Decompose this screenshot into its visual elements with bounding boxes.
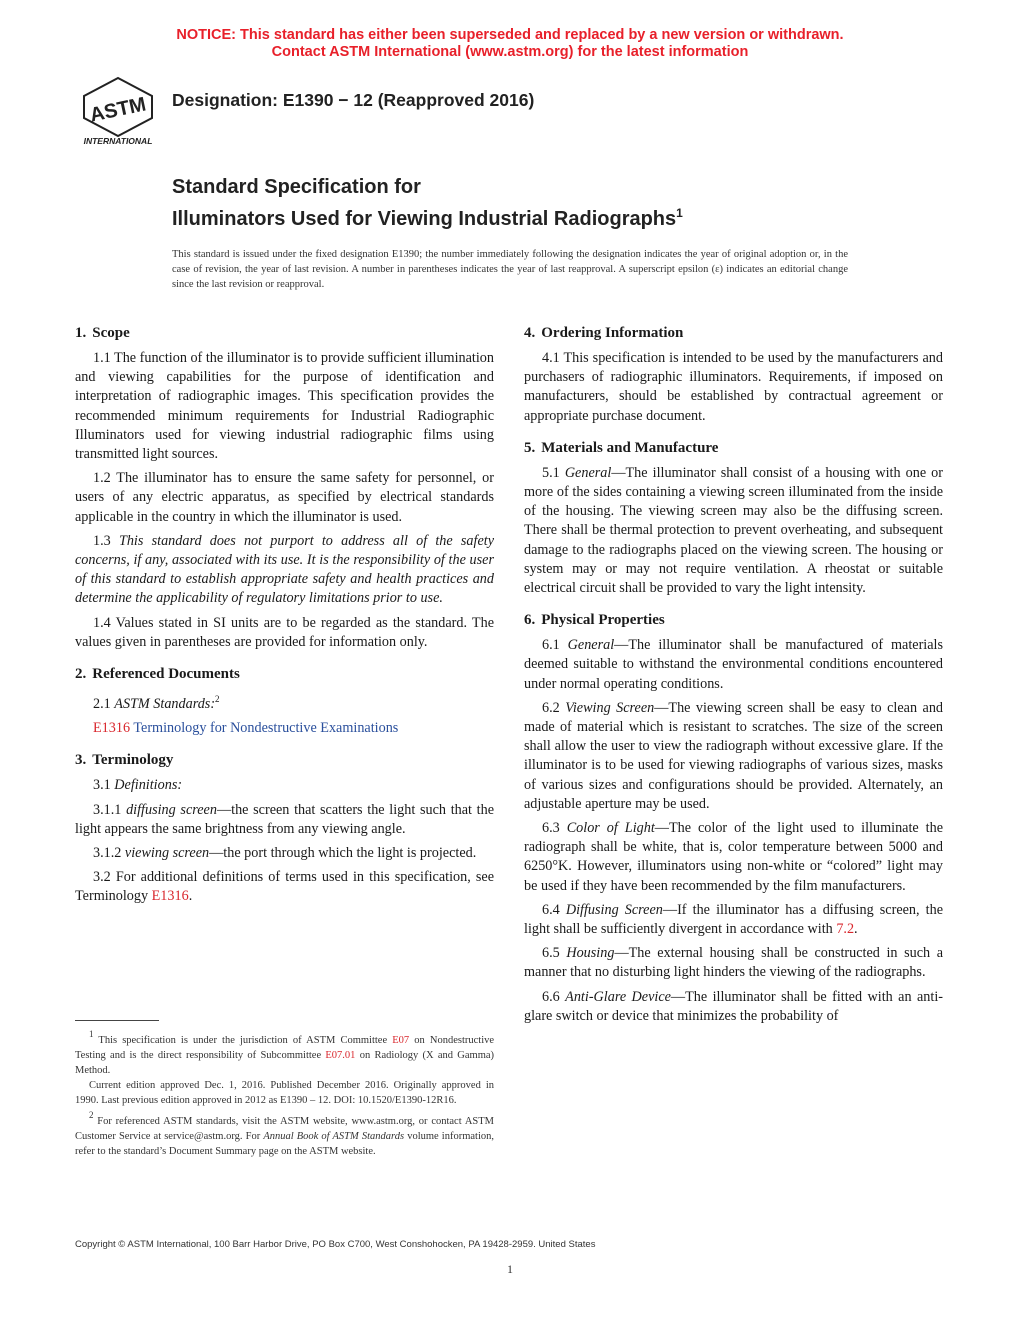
- section-heading-physical-properties: 6. Physical Properties: [524, 612, 665, 629]
- paragraph-6-5: 6.5 Housing—The external housing shall be constructed in such a manner that no disturbing light hinders the viewing of the radiographs.: [524, 945, 943, 981]
- astm-logo-icon: [74, 74, 162, 146]
- paragraph-6-4: 6.4 Diffusing Screen—If the illuminator has a diffusing screen, the light shall be sufficiently divergent in accordance with 7.2.: [524, 901, 944, 938]
- paragraph-3-1-2: 3.1.2 viewing screen—the port through which the light is projected.: [93, 845, 477, 862]
- paragraph-6-6: 6.6 Anti-Glare Device—The illuminator shall be fitted with an anti-glare switch or device that minimizes the probability of: [524, 988, 943, 1024]
- title-footnote-mark: 1: [676, 206, 683, 220]
- paragraph-2-1: 2.1 ASTM Standards:$^2$: [93, 694, 220, 713]
- footnotes: [75, 1020, 494, 1159]
- paragraph-6-3: 6.3 Color of Light—The color of the light used to illuminate the radiograph shall be white, that is, color temperature between 5000 and 6250°K. However, illuminators using non-white or “colored” light may be used if they have been recommended by the film manufacturers.: [524, 820, 944, 894]
- paragraph-3-1-1: 3.1.1 diffusing screen—the screen that scatters the light such that the light appears the same brightness from any viewing angle.: [75, 801, 494, 837]
- section-heading-ordering-information: 4. Ordering Information: [524, 325, 684, 341]
- ref-e07-01-link[interactable]: E07.01: [325, 1050, 356, 1061]
- section-heading-referenced-documents: 2. Referenced Documents: [75, 666, 240, 683]
- paragraph-4-1: 4.1 This specification is intended to be used by the manufacturers and purchasers of radiographic illuminators. Requirements, if imposed on manufacturers, should be established by contractual agreement or appropriate purchase document.: [524, 350, 943, 424]
- footnote-1: 1 This specification is under the jurisdiction of ASTM Committee E07 on Nondestructive Testing and is the direct responsibility of Subcommittee E07.01 on Radiology (X and Gamma) Method.: [75, 1029, 495, 1076]
- paragraph-1-4: 1.4 Values stated in SI units are to be regarded as the standard. The values given in parentheses are provided for information only.: [75, 614, 494, 650]
- designation: Designation: E1390 − 12 (Reapproved 2016): [172, 90, 535, 110]
- notice-line-2: Contact ASTM International (www.astm.org) for the latest information: [271, 44, 749, 60]
- right-column: [524, 324, 943, 1031]
- section-heading-materials-and-manufacture: 5. Materials and Manufacture: [524, 439, 719, 456]
- paragraph-3-2: 3.2 For additional definitions of terms used in this specification, see Terminology E1316.: [75, 869, 494, 905]
- paragraph-1-1: 1.1 The function of the illuminator is to provide sufficient illumination and viewing capabilities for the purpose of identification and interpretation of radiographic images. This specification provides the recommended minimum requirements for Industrial Radiographic Illuminators used for viewing industrial radiographic films using transmitted light sources.: [75, 350, 494, 463]
- paragraph-5-1: 5.1 General—The illuminator shall consist of a housing with one or more of the sides containing a viewing screen illuminated from the inside of the housing. The viewing screen may also be the diffusing screen. There shall be thermal protection to prevent overheating, and subsequent damage to the radiographs placed on the viewing screen. The housing or system may or may not require ventilation. A rheostat or suitable electrical circuit shall be provided to vary the light intensity.: [524, 464, 944, 597]
- paragraph-6-2: 6.2 Viewing Screen—The viewing screen shall be easy to clean and made of material which is resistant to scratches. The size of the screen shall allow the user to view the radiograph without excessive glare. If the illuminator is to be used for viewing radiographs of various sizes, masks of various sizes and configurations should be provided. Alternately, an adjustable aperture may be used.: [524, 699, 944, 812]
- referenced-document-e1316[interactable]: [75, 719, 494, 738]
- section-heading-terminology: 3. Terminology: [75, 752, 174, 769]
- paragraph-1-3: 1.3 This standard does not purport to address all of the safety concerns, if any, associated with its use. It is the responsibility of the user of this standard to establish appropriate safety and health practices and determine the applicability of regulatory limitations prior to use.: [75, 532, 494, 607]
- ref-code-link[interactable]: E1316: [93, 720, 131, 737]
- notice-line-1: NOTICE: This standard has either been superseded and replaced by a new version or withdrawn.: [176, 27, 844, 43]
- footnote-2: 2 For referenced ASTM standards, visit the ASTM website, www.astm.org, or contact ASTM Customer Service at service@astm.org. For Annual Book of ASTM Standards volume information, refer to the standard’s Document Summary page on the ASTM website.: [75, 1110, 494, 1157]
- document-title: [172, 174, 683, 232]
- ref-e07-link[interactable]: E07: [392, 1035, 410, 1046]
- title-line-1: Standard Specification for: [172, 176, 421, 198]
- page-number: 1: [507, 1262, 513, 1276]
- copyright-line: Copyright © ASTM International, 100 Barr Harbor Drive, PO Box C700, West Conshohocken, PA 19428-2959. United States: [75, 1239, 596, 1250]
- logo-subtext: INTERNATIONAL: [83, 136, 153, 146]
- section-heading-scope: 1. Scope: [75, 325, 130, 341]
- ref-title-link[interactable]: Terminology for Nondestructive Examinations: [133, 720, 399, 737]
- supersession-notice: [0, 27, 1020, 61]
- footnote-divider: [75, 1020, 159, 1021]
- ref-7-2-link[interactable]: 7.2: [836, 921, 855, 938]
- left-column: [75, 324, 494, 912]
- paragraph-1-2: 1.2 The illuminator has to ensure the same safety for personnel, or users of any electric apparatus, as specified by electrical standards applicable in the country in which the illuminator is used.: [75, 470, 494, 525]
- footnote-1-edition: Current edition approved Dec. 1, 2016. Published December 2016. Originally approved in 1990. Last previous edition approved in 2012 as E1390 – 12. DOI: 10.1520/E1390-12R16.: [75, 1080, 494, 1106]
- title-line-2: Illuminators Used for Viewing Industrial Radiographs$^1$: [172, 206, 683, 230]
- paragraph-6-1: 6.1 General—The illuminator shall be manufactured of materials deemed suitable to withstand the environmental conditions encountered under normal operating conditions.: [524, 637, 944, 692]
- logo-text: ASTM: [87, 93, 149, 127]
- issuance-statement: This standard is issued under the fixed designation E1390; the number immediately following the designation indicates the year of original adoption or, in the case of revision, the year of last revision. A number in parentheses indicates the year of last reapproval. A superscript epsilon (ε) indicates an editorial change since the last revision or reapproval.: [172, 249, 848, 290]
- paragraph-3-1: 3.1 Definitions:: [93, 777, 183, 794]
- ref-e1316-link[interactable]: E1316: [151, 888, 189, 905]
